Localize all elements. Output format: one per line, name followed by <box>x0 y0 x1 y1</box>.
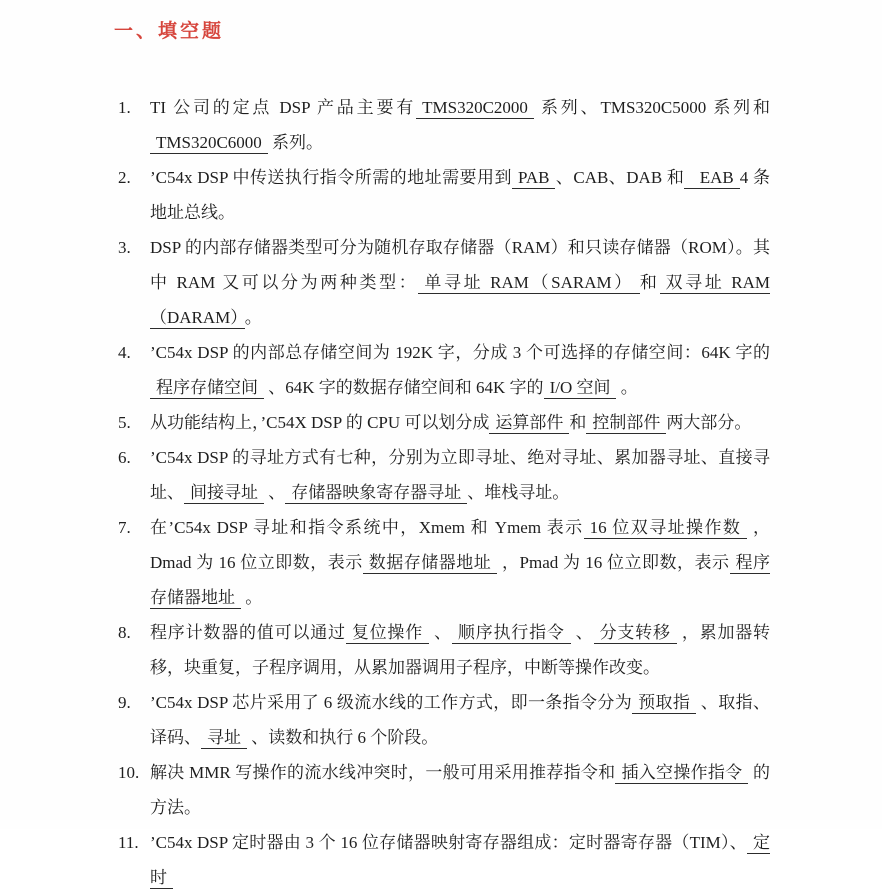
question-number: 3. <box>118 238 131 257</box>
text-segment: ，Dmad 为 16 位立即数，表示 <box>150 518 771 572</box>
question-text <box>150 405 770 440</box>
question-text <box>150 335 770 405</box>
text-segment: ’C54x DSP 的寻址方式有七种，分别为立即寻址、绝对寻址、累加器寻址、直接寻址、 <box>150 448 770 502</box>
answer-blank: 定时 <box>150 833 770 887</box>
question-item <box>118 510 770 615</box>
question-text <box>150 440 770 510</box>
question-item <box>118 440 770 510</box>
text-segment: TI 公司的定点 DSP 产品主要有 <box>150 98 417 117</box>
question-item <box>118 90 770 160</box>
question-text <box>150 755 770 825</box>
text-segment: 、64K 字的数据存储空间和 64K 字的 <box>264 378 544 397</box>
question-text <box>150 230 770 335</box>
answer-blank: EAB <box>684 168 739 189</box>
text-segment: 、 <box>570 623 594 642</box>
answer-blank: 控制部件 <box>586 413 666 434</box>
question-number: 7. <box>118 518 131 537</box>
text-segment: 在’C54x DSP 寻址和指令系统中，Xmem 和 Ymem 表示 <box>150 518 584 537</box>
text-segment: ’C54x DSP 中传送执行指令所需的地址需要用到 <box>150 168 512 187</box>
question-number: 11. <box>118 833 139 852</box>
answer-blank: TMS320C6000 <box>150 133 268 154</box>
text-segment: 、读数和执行 6 个阶段。 <box>247 728 439 747</box>
question-text <box>150 160 770 230</box>
question-list <box>118 90 770 895</box>
question-text <box>150 825 770 895</box>
question-item <box>118 405 770 440</box>
question-number: 2. <box>118 168 131 187</box>
text-segment: 两大部分。 <box>666 413 752 432</box>
answer-blank: 16 位双寻址操作数 <box>584 518 748 539</box>
text-segment: 。 <box>616 378 638 397</box>
answer-blank: 程序存储空间 <box>150 378 264 399</box>
question-number: 9. <box>118 693 131 712</box>
question-number: 8. <box>118 623 131 642</box>
question-item <box>118 685 770 755</box>
answer-blank: 预取指 <box>632 693 696 714</box>
answer-blank: 分支转移 <box>594 623 677 644</box>
answer-blank: 间接寻址 <box>184 483 264 504</box>
answer-blank: 插入空操作指令 <box>615 763 748 784</box>
text-segment: 。 <box>241 588 263 607</box>
answer-blank: 复位操作 <box>346 623 429 644</box>
question-text <box>150 510 770 615</box>
answer-blank: 顺序执行指令 <box>452 623 571 644</box>
question-number: 6. <box>118 448 131 467</box>
text-segment: 、堆栈寻址。 <box>467 483 570 502</box>
answer-blank: 单寻址 RAM（SARAM） <box>418 273 639 294</box>
answer-blank: 双寻址 RAM（DARAM） <box>150 273 771 327</box>
text-segment: ，累加器转移，块重复，子程序调用，从累加器调用子程序，中断等操作改变。 <box>150 623 771 677</box>
text-segment: 解决 MMR 写操作的流水线冲突时，一般可用采用推荐指令和 <box>150 763 616 782</box>
text-segment: ，Pmad 为 16 位立即数，表示 <box>497 553 730 572</box>
text-segment: 和 <box>639 273 660 292</box>
text-segment: ’C54x DSP 芯片采用了 6 级流水线的工作方式，即一条指令分为 <box>150 693 633 712</box>
question-number: 10. <box>118 763 140 782</box>
text-segment: 、取指、译码、 <box>150 693 770 747</box>
text-segment: 、 <box>264 483 286 502</box>
text-segment: 系列。 <box>267 133 324 152</box>
text-segment: 、 <box>429 623 452 642</box>
question-text <box>150 685 770 755</box>
answer-blank: PAB <box>512 168 556 189</box>
section-heading: 一、填空题 <box>114 21 225 42</box>
question-number: 5. <box>118 413 131 432</box>
text-segment: 系列、TMS320C5000 系列和 <box>533 98 770 117</box>
answer-blank: 存储器映象寄存器寻址 <box>285 483 467 504</box>
text-segment: 和 <box>569 413 587 432</box>
answer-blank: 寻址 <box>201 728 247 749</box>
question-item <box>118 825 770 895</box>
question-item <box>118 335 770 405</box>
text-segment: 、CAB、DAB 和 <box>555 168 685 187</box>
question-item <box>118 230 770 335</box>
question-item <box>118 755 770 825</box>
answer-blank: 数据存储器地址 <box>363 553 498 574</box>
answer-blank: 运算部件 <box>489 413 569 434</box>
answer-blank: TMS320C2000 <box>416 98 534 119</box>
question-number: 1. <box>118 98 131 117</box>
text-segment: 程序计数器的值可以通过 <box>150 623 346 642</box>
text-segment: DSP 的内部存储器类型可分为随机存取存储器（RAM）和只读存储器（ROM）。其中 RAM 又可以分为两种类型： <box>150 238 770 292</box>
text-segment: 从功能结构上，’C54X DSP 的 CPU 可以划分成 <box>150 413 490 432</box>
question-item <box>118 160 770 230</box>
answer-blank: I/O 空间 <box>544 378 617 399</box>
text-segment: 。 <box>244 308 262 327</box>
question-number: 4. <box>118 343 131 362</box>
question-text <box>150 615 770 685</box>
question-item <box>118 615 770 685</box>
text-segment: 的方法。 <box>150 763 771 817</box>
text-segment: ’C54x DSP 定时器由 3 个 16 位存储器映射寄存器组成：定时器寄存器（TIM）、 <box>150 833 747 852</box>
text-segment: 4 条地址总线。 <box>150 168 770 222</box>
text-segment: ’C54x DSP 的内部总存储空间为 192K 字，分成 3 个可选择的存储空间：64K 字的 <box>150 343 770 362</box>
question-text <box>150 90 770 160</box>
answer-blank: 程序存储器地址 <box>150 553 771 607</box>
